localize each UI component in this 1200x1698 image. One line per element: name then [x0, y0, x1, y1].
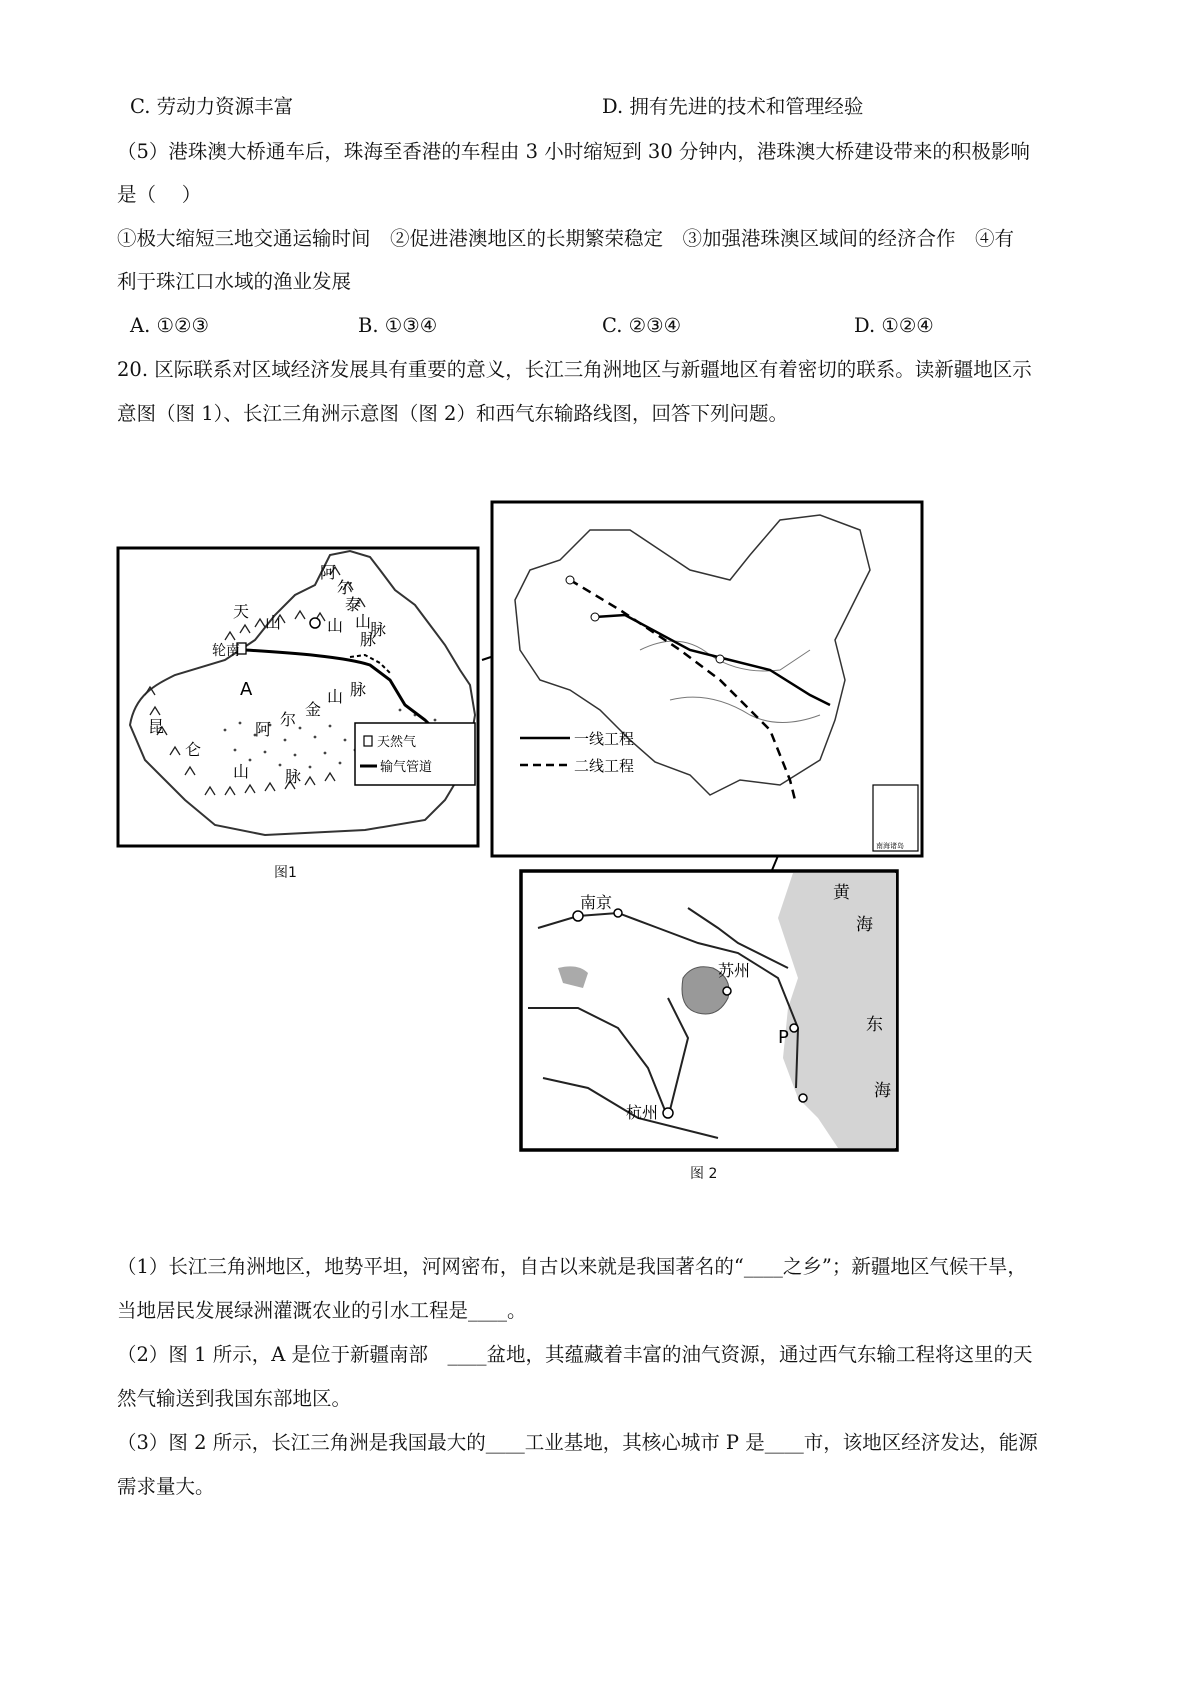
- tianshan-char-2: 山: [265, 613, 282, 632]
- inset-label: 南海诸岛: [876, 842, 904, 850]
- kunlun-char-2: 仑: [185, 740, 202, 759]
- kunlun-char-3: 山: [233, 762, 250, 781]
- statements-line2: 利于珠江口水域的渔业发展: [117, 270, 352, 293]
- q20-sub1-line2: 当地居民发展绿洲灌溉农业的引水工程是____。: [117, 1299, 527, 1322]
- east-sea-char-1: 东: [866, 1015, 883, 1035]
- tianshan-char-4: 脉: [370, 620, 387, 639]
- option-c: C. 劳动力资源丰富: [130, 95, 294, 118]
- choice-b: B. ①③④: [358, 314, 438, 337]
- legend-pipe: 输气管道: [380, 760, 433, 775]
- figure1-caption: 图1: [274, 865, 297, 881]
- gas-legend-icon: [364, 736, 372, 746]
- altai-char-3: 泰: [345, 595, 362, 614]
- east-sea-char-2: 海: [874, 1081, 891, 1101]
- lunnan-label: 轮南: [212, 643, 240, 659]
- sub5-line2: 是（ ）: [117, 183, 202, 206]
- kunlun-char-4: 脉: [285, 767, 302, 786]
- q20-sub2-line2: 然气输送到我国东部地区。: [117, 1387, 352, 1410]
- altun-char-1: 阿: [255, 720, 272, 739]
- choice-d: D. ①②④: [854, 314, 934, 337]
- q20-sub1-line1: （1）长江三角洲地区，地势平坦，河网密布，自古以来就是我国著名的“____之乡”；新疆地区气候干旱，: [117, 1255, 1027, 1278]
- p-label: P: [778, 1027, 789, 1048]
- figure2-caption: 图 2: [690, 1166, 718, 1182]
- hangzhou-label: 杭州: [626, 1103, 659, 1122]
- q20-sub3-line1: （3）图 2 所示，长江三角洲是我国最大的____工业基地，其核心城市 P 是____市，该地区经济发达，能源: [117, 1431, 1038, 1454]
- altun-char-4: 山: [327, 687, 344, 706]
- tianshan-char-1: 天: [233, 602, 250, 621]
- q20-stem-line1: 20. 区际联系对区域经济发展具有重要的意义，长江三角洲地区与新疆地区有着密切的联系。读新疆地区示: [117, 358, 1032, 381]
- sub5-line1: （5）港珠澳大桥通车后，珠海至香港的车程由 3 小时缩短到 30 分钟内，港珠澳大桥建设带来的积极影响: [117, 140, 1030, 163]
- basin-a-label: A: [240, 679, 253, 700]
- option-d: D. 拥有先进的技术和管理经验: [602, 95, 864, 118]
- altun-char-2: 尔: [280, 710, 297, 729]
- yellow-sea-char-1: 黄: [833, 883, 850, 903]
- legend-line2: 二线工程: [574, 757, 635, 775]
- q20-stem-line2: 意图（图 1）、长江三角洲示意图（图 2）和西气东输路线图，回答下列问题。: [117, 402, 788, 425]
- altun-char-3: 金: [305, 700, 322, 719]
- suzhou-label: 苏州: [718, 961, 751, 980]
- nanjing-label: 南京: [580, 893, 613, 912]
- choice-a: A. ①②③: [130, 314, 209, 337]
- altai-char-2: 尔: [337, 578, 354, 597]
- legend-gas: 天然气: [377, 735, 417, 750]
- altai-char-4: 山: [355, 612, 372, 631]
- figure2-yrd-map: [518, 868, 900, 1153]
- kunlun-char-1: 昆: [148, 717, 165, 736]
- altun-char-5: 脉: [350, 680, 367, 699]
- choice-c: C. ②③④: [602, 314, 682, 337]
- q20-sub2-line1: （2）图 1 所示，A 是位于新疆南部 ____盆地，其蕴藏着丰富的油气资源，通过西气东输工程将这里的天: [117, 1343, 1033, 1366]
- yellow-sea-char-2: 海: [856, 915, 873, 935]
- altai-char-1: 阿: [320, 563, 337, 582]
- figure1-xinjiang-map: [115, 545, 482, 851]
- china-pipeline-map: [490, 500, 925, 858]
- statements-line1: ①极大缩短三地交通运输时间 ②促进港澳地区的长期繁荣稳定 ③加强港珠澳区域间的经济合作 ④有: [117, 227, 1015, 250]
- q20-sub3-line2: 需求量大。: [117, 1475, 215, 1498]
- tianshan-char-3: 山: [327, 616, 344, 635]
- legend-line1: 一线工程: [574, 730, 635, 748]
- altai-char-5: 脉: [360, 630, 377, 649]
